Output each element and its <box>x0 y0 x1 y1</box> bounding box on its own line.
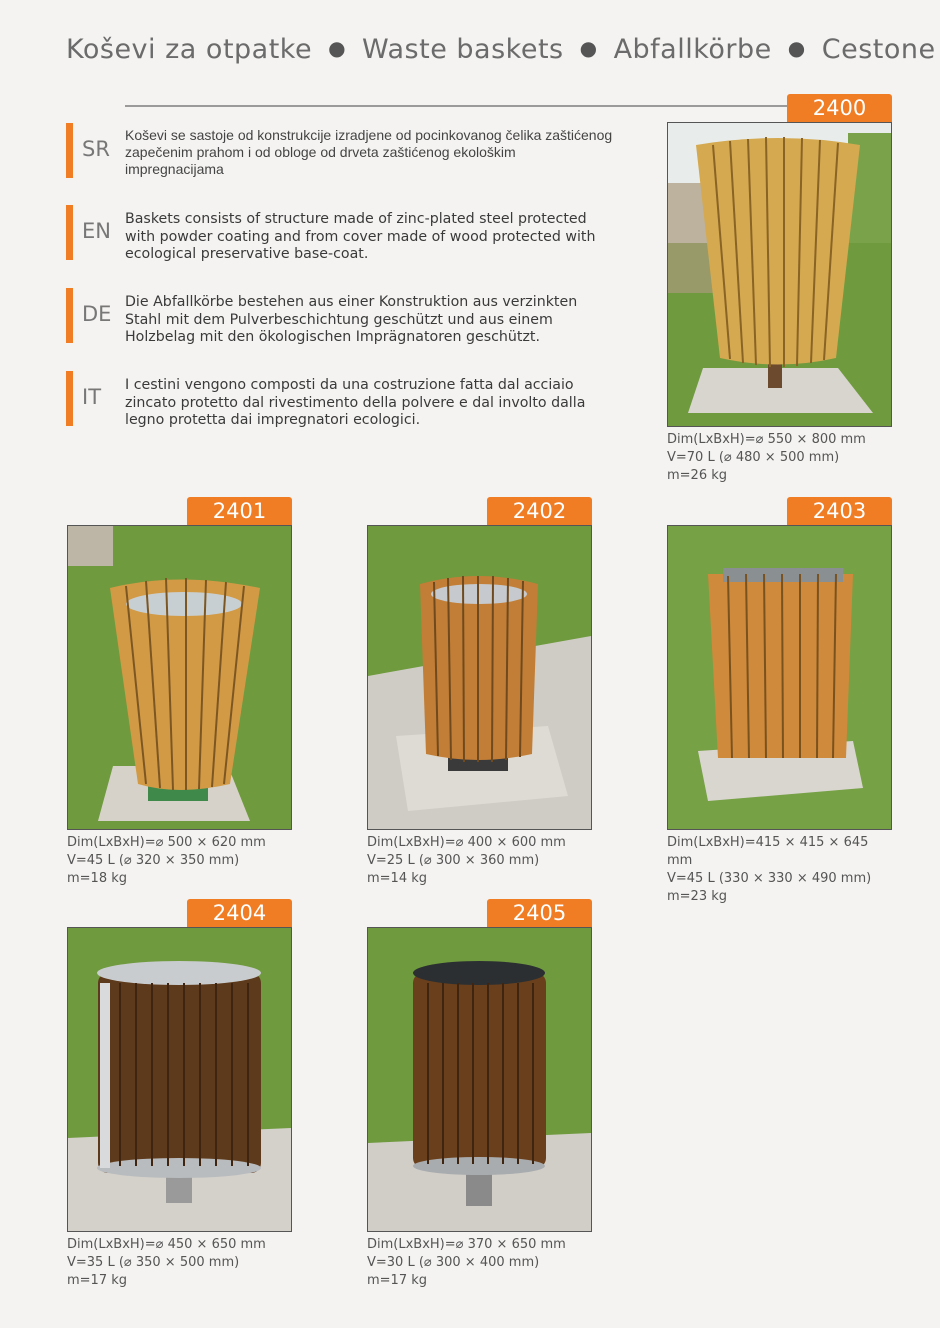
bullet: ● <box>328 36 347 60</box>
product-specs <box>67 1236 266 1290</box>
product-2403 <box>667 497 892 904</box>
dimensions: Dim(LxBxH)=⌀ 550 × 800 mm <box>667 432 866 447</box>
accent-bar <box>66 288 73 343</box>
language-code: SR <box>82 137 110 161</box>
product-code-badge: 2400 <box>787 94 892 122</box>
language-code: EN <box>82 219 111 243</box>
page-title <box>66 34 936 65</box>
product-2405 <box>367 899 592 1289</box>
description-text: Die Abfallkörbe bestehen aus einer Konstruktion aus verzinkten Stahl mit dem Pulverbeschichtung geschützt und aus einem Holzbelag mit den ökologischen Imprägnatoren geschützt. <box>125 294 578 345</box>
bullet: ● <box>579 36 598 60</box>
mass: m=17 kg <box>67 1273 128 1288</box>
product-photo <box>667 525 892 830</box>
mass: m=17 kg <box>367 1273 428 1288</box>
description-text: Baskets consists of structure made of zinc-plated steel protected with powder coating and from cover made of wood protected with ecological preservative base-coat. <box>125 211 596 262</box>
product-specs <box>667 431 866 485</box>
volume: V=45 L (⌀ 320 × 350 mm) <box>67 853 240 868</box>
mass: m=26 kg <box>667 468 728 483</box>
product-code-badge: 2405 <box>487 899 592 927</box>
dimensions: Dim(LxBxH)=⌀ 400 × 600 mm <box>367 835 566 850</box>
volume: V=25 L (⌀ 300 × 360 mm) <box>367 853 540 868</box>
title-it: Cestone <box>821 34 936 65</box>
volume: V=30 L (⌀ 300 × 400 mm) <box>367 1255 540 1270</box>
accent-bar <box>66 205 73 260</box>
title-sr: Koševi za otpatke <box>66 34 313 65</box>
mass: m=14 kg <box>367 871 428 886</box>
volume: V=35 L (⌀ 350 × 500 mm) <box>67 1255 240 1270</box>
product-photo <box>667 122 892 427</box>
product-specs <box>667 834 892 906</box>
description-text: I cestini vengono composti da una costruzione fatta dal acciaio zincato protetto dal rivestimento della polvere e dal involto dalla legno protetta dai impregnatori ecologici. <box>125 377 586 428</box>
title-en: Waste baskets <box>362 34 564 65</box>
title-de: Abfallkörbe <box>613 34 772 65</box>
volume: V=70 L (⌀ 480 × 500 mm) <box>667 450 840 465</box>
dimensions: Dim(LxBxH)=415 × 415 × 645 mm <box>667 835 869 868</box>
product-code-badge: 2402 <box>487 497 592 525</box>
product-2400 <box>667 94 892 489</box>
dimensions: Dim(LxBxH)=⌀ 500 × 620 mm <box>67 835 266 850</box>
accent-bar <box>66 123 73 178</box>
product-photo <box>67 927 292 1232</box>
language-code: IT <box>82 385 102 409</box>
product-photo <box>367 525 592 830</box>
dimensions: Dim(LxBxH)=⌀ 450 × 650 mm <box>67 1237 266 1252</box>
product-code-badge: 2404 <box>187 899 292 927</box>
bullet: ● <box>787 36 806 60</box>
product-2401 <box>67 497 292 887</box>
product-code-badge: 2403 <box>787 497 892 525</box>
product-2404 <box>67 899 292 1289</box>
product-photo <box>367 927 592 1232</box>
mass: m=18 kg <box>67 871 128 886</box>
language-code: DE <box>82 302 112 326</box>
product-code-badge: 2401 <box>187 497 292 525</box>
mass: m=23 kg <box>667 889 728 904</box>
accent-bar <box>66 371 73 426</box>
product-specs <box>367 834 566 888</box>
product-specs <box>367 1236 566 1290</box>
product-photo <box>67 525 292 830</box>
volume: V=45 L (330 × 330 × 490 mm) <box>667 871 872 886</box>
product-2402 <box>367 497 592 887</box>
description-text: Koševi se sastoje od konstrukcije izradjene od pocinkovanog čelika zaštićenog zapečenim prahom i od obloge od drveta zaštićenog ekološkim impregnacijama <box>125 127 613 177</box>
product-specs <box>67 834 266 888</box>
dimensions: Dim(LxBxH)=⌀ 370 × 650 mm <box>367 1237 566 1252</box>
